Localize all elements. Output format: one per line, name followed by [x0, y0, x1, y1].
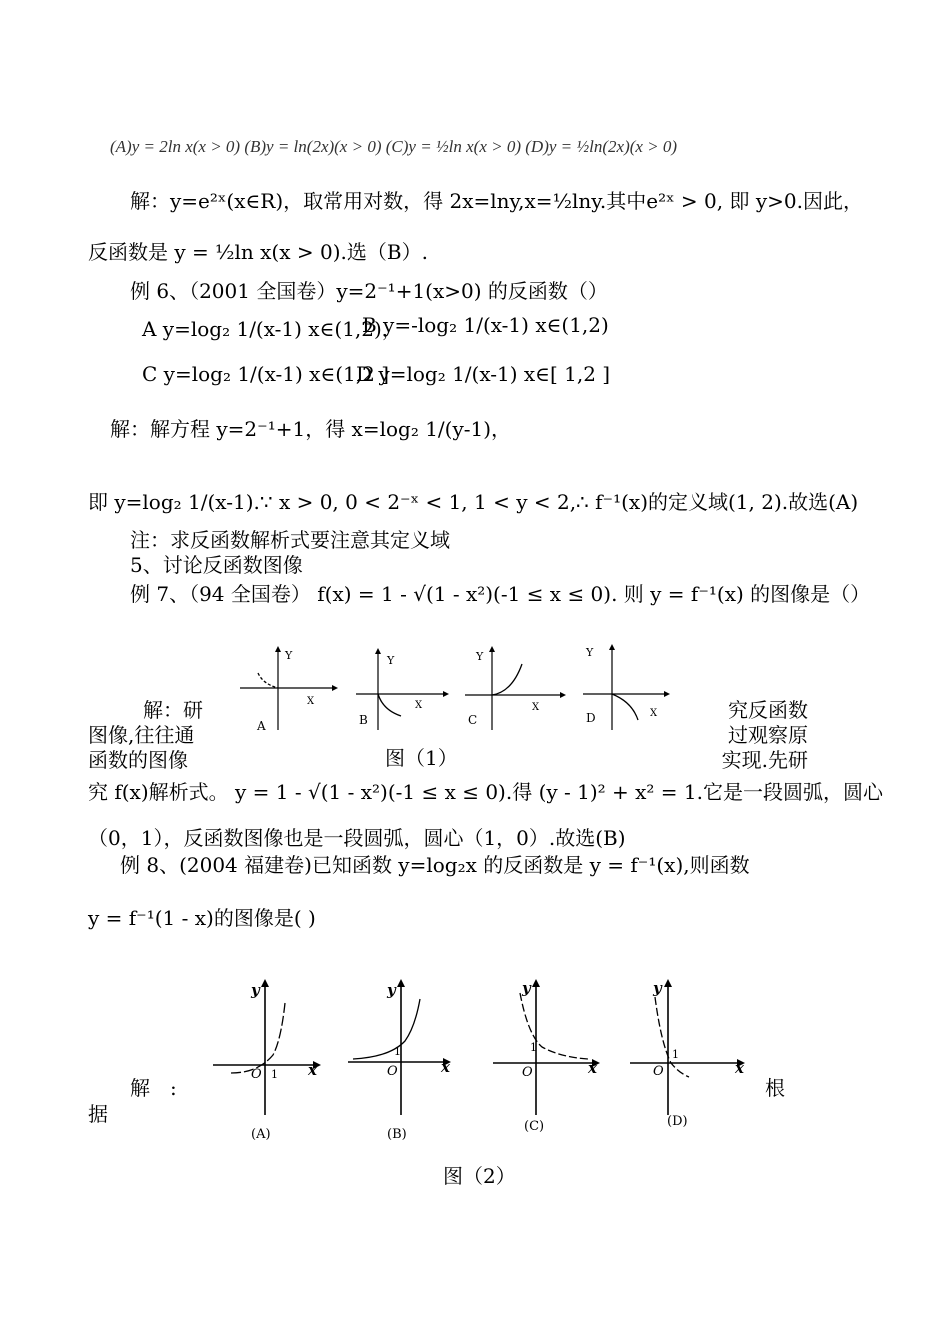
ex8-title-line2: y = f⁻¹(1 - x)的图像是( )	[88, 906, 316, 930]
graph-label: (C)	[524, 1119, 545, 1134]
fig2-graph-b	[345, 975, 465, 1150]
fig2-graph-a	[213, 975, 333, 1150]
axis-x-label: x	[308, 1061, 317, 1079]
axis-y-label: Y	[586, 646, 594, 659]
fig2-caption: 图（2）	[443, 1164, 516, 1188]
graph-label: (A)	[251, 1127, 271, 1142]
axis-x-label: x	[588, 1059, 597, 1077]
graph-label: (D)	[667, 1114, 688, 1129]
ex6-solution-line1: 解：解方程 y=2⁻¹+1，得 x=log₂ 1/(y-1)，	[110, 417, 512, 441]
tick-label: 1	[530, 1041, 537, 1054]
graph-label: C	[468, 713, 478, 727]
graph-label: B	[359, 713, 368, 727]
ex7-left-line: 函数的图像	[88, 748, 188, 772]
origin-label: O	[251, 1067, 262, 1082]
fig1-graph-d	[580, 640, 685, 735]
axis-y-label: y	[251, 981, 260, 999]
ex6-option-d: D y=log₂ 1/(x-1) x∈[ 1,2 ]	[356, 362, 611, 386]
ex7-solution-right	[703, 698, 808, 773]
axis-y-label: Y	[387, 654, 395, 667]
ex6-option-c: C y=log₂ 1/(x-1) x∈(1,2 ]	[142, 362, 390, 386]
axis-x-label: X	[307, 696, 315, 707]
axis-y-label: Y	[476, 650, 484, 663]
graph-label: (B)	[387, 1127, 407, 1142]
ex5-solution-line1: 解：y=e²ˣ(x∈R)，取常用对数，得 2x=lny,x=½lny.其中e²ˣ > 0, 即 y>0.因此，	[130, 189, 863, 213]
ex7-left-line: 解：研	[143, 698, 203, 722]
tick-label: 1	[271, 1068, 278, 1081]
axis-y-label: y	[387, 981, 396, 999]
ex8-title: 例 8、(2004 福建卷)已知函数 y=log₂x 的反函数是 y = f⁻¹(x),则函数	[120, 853, 750, 877]
ex7-left-line: 图像,往往通	[88, 723, 195, 747]
fig1-graph-a	[235, 640, 340, 735]
fig1-graph-c	[462, 640, 567, 735]
axis-x-label: X	[650, 708, 658, 719]
axis-y-label: y	[653, 979, 662, 997]
ex7-solution-line5: （0，1），反函数图像也是一段圆弧，圆心（1，0）.故选(B)	[88, 826, 626, 850]
ex7-right-line: 过观察原	[728, 723, 808, 747]
ex7-solution-line4: 究 f(x)解析式。 y = 1 - √(1 - x²)(-1 ≤ x ≤ 0).得 (y - 1)² + x² = 1.它是一段圆弧，圆心	[88, 780, 884, 804]
section-5-heading: 5、讨论反函数图像	[130, 553, 303, 577]
ex6-option-a: A y=log₂ 1/(x-1) x∈(1,2)，	[142, 317, 402, 341]
ex6-option-b: B y=-log₂ 1/(x-1) x∈(1,2)	[362, 313, 609, 337]
ex7-right-line: 究反函数	[728, 698, 808, 722]
axis-x-label: x	[441, 1058, 450, 1076]
note: 注：求反函数解析式要注意其定义域	[130, 528, 450, 552]
ex6-solution-line2: 即 y=log₂ 1/(x-1).∵ x > 0, 0 < 2⁻ˣ < 1, 1 < y < 2,∴ f⁻¹(x)的定义域(1, 2).故选(A)	[88, 490, 859, 514]
fig1-graph-b	[353, 640, 458, 735]
axis-y-label: y	[522, 979, 531, 997]
ex8-solution-left2: 据	[88, 1102, 108, 1126]
fig2-graph-c	[490, 975, 610, 1150]
ex5-solution-line2: 反函数是 y = ½ln x(x > 0).选（B）.	[88, 240, 428, 264]
axis-x-label: X	[415, 700, 423, 711]
origin-label: O	[387, 1064, 398, 1079]
axis-x-label: x	[735, 1059, 744, 1077]
ex8-solution-right: 根	[765, 1076, 785, 1100]
origin-label: O	[653, 1064, 664, 1079]
origin-label: O	[522, 1065, 533, 1080]
tick-label: 1	[394, 1045, 401, 1058]
axis-x-label: X	[532, 702, 540, 713]
ex8-solution-left: 解 :	[130, 1076, 177, 1100]
ex7-solution-left	[88, 698, 218, 773]
graph-label: A	[257, 719, 266, 733]
graph-label: D	[586, 711, 596, 725]
ex6-title: 例 6、（2001 全国卷）y=2⁻¹+1(x>0) 的反函数（）	[130, 279, 608, 303]
ex5-options: (A)y = 2ln x(x > 0) (B)y = ln(2x)(x > 0) (C)y = ½ln x(x > 0) (D)y = ½ln(2x)(x > 0)	[110, 137, 678, 156]
ex7-right-line: 实现.先研	[721, 748, 808, 772]
axis-y-label: Y	[285, 649, 293, 662]
fig2-graph-d	[625, 975, 750, 1150]
tick-label: 1	[672, 1048, 679, 1061]
fig1-caption: 图（1）	[385, 746, 458, 770]
ex7-title: 例 7、（94 全国卷） f(x) = 1 - √(1 - x²)(-1 ≤ x ≤ 0). 则 y = f⁻¹(x) 的图像是（）	[130, 582, 871, 606]
